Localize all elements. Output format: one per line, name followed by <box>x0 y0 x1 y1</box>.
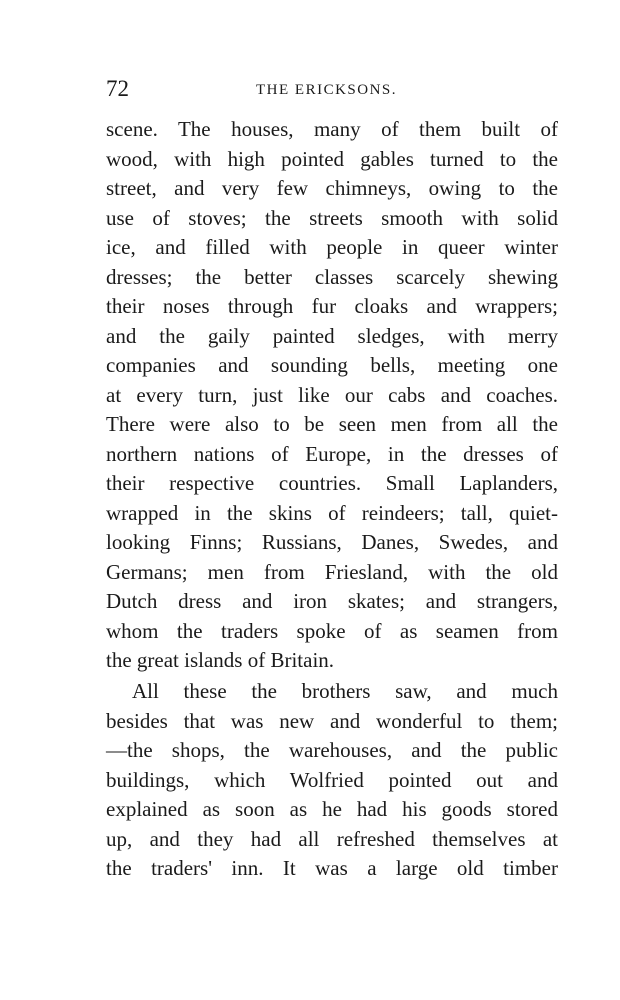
text-line: their noses through fur cloaks and wrappers; <box>106 294 558 318</box>
page-number: 72 <box>106 76 129 101</box>
running-head <box>106 74 558 104</box>
body-text <box>106 115 558 884</box>
text-line: the traders' inn. It was a large old timber <box>106 856 558 880</box>
text-line: their respective countries. Small Laplanders, <box>106 471 558 495</box>
text-line: northern nations of Europe, in the dresses of <box>106 441 558 466</box>
text-line: —the shops, the warehouses, and the public <box>106 738 558 762</box>
text-line: up, and they had all refreshed themselves at <box>106 826 558 851</box>
text-line: companies and sounding bells, meeting one <box>106 353 558 377</box>
text-line: buildings, which Wolfried pointed out and <box>106 767 558 792</box>
text-line: dresses; the better classes scarcely shewing <box>106 264 558 289</box>
text-line: use of stoves; the streets smooth with solid <box>106 205 558 230</box>
text-line: There were also to be seen men from all the <box>106 412 558 436</box>
running-title: THE ERICKSONS. <box>256 82 398 98</box>
paragraph-2 <box>106 677 558 884</box>
text-line: the great islands of Britain. <box>106 648 335 672</box>
text-line: All these the brothers saw, and much <box>132 679 558 703</box>
text-line: wrapped in the skins of reindeers; tall, quiet- <box>106 500 558 525</box>
text-line: looking Finns; Russians, Danes, Swedes, and <box>106 530 558 554</box>
text-line: besides that was new and wonderful to them; <box>106 708 558 733</box>
text-line: Germans; men from Friesland, with the old <box>106 559 558 584</box>
text-line: Dutch dress and iron skates; and strangers, <box>106 589 558 613</box>
text-line: wood, with high pointed gables turned to the <box>106 146 558 171</box>
text-line: ice, and filled with people in queer winter <box>106 235 558 259</box>
text-line: scene. The houses, many of them built of <box>106 117 558 141</box>
text-line: at every turn, just like our cabs and coaches. <box>106 382 558 407</box>
text-line: explained as soon as he had his goods stored <box>106 797 558 821</box>
text-line: and the gaily painted sledges, with merry <box>106 323 558 348</box>
text-line: whom the traders spoke of as seamen from <box>106 618 558 643</box>
paragraph-1 <box>106 115 558 676</box>
text-line: street, and very few chimneys, owing to the <box>106 176 558 200</box>
